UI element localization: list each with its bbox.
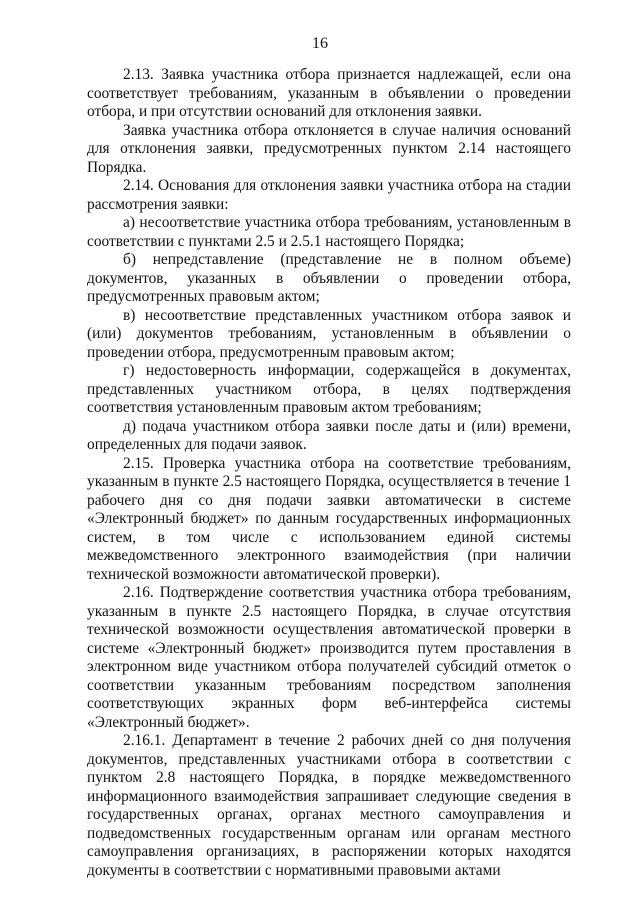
paragraph-2-14-a: а) несоответствие участника отбора требованиям, установленным в соответствии с пунктами 2.5 и 2.5.1 настоящего Порядка; bbox=[87, 214, 571, 250]
paragraph-2-15: 2.15. Проверка участника отбора на соответствие требованиям, указанным в пункте 2.5 настоящего Порядка, осуществляется в течение 1 рабочего дня со дня подачи заявки автоматически в системе «Электронный бюджет» по данным государственных информационных систем, в том числе с использованием единой системы межведомственного электронного взаимодействия (при наличии технической возможности автоматической проверки). bbox=[87, 454, 571, 583]
paragraph-2-14-b: б) непредставление (представление не в полном объеме) документов, указанных в объявлении о проведении отбора, предусмотренных правовым актом; bbox=[87, 251, 571, 305]
paragraph-2-14-v: в) несоответствие представленных участником отбора заявок и (или) документов требованиям, установленным в объявлении о проведении отбора, предусмотренным правовым актом; bbox=[87, 306, 571, 361]
paragraph-2-14-d: д) подача участником отбора заявки после даты и (или) времени, определенных для подачи заявок. bbox=[87, 417, 571, 453]
page-number: 16 bbox=[312, 35, 328, 52]
paragraph-rejection-note: Заявка участника отбора отклоняется в случае наличия оснований для отклонения заявки, предусмотренных пунктом 2.14 настоящего Порядка. bbox=[87, 121, 571, 176]
paragraph-2-14: 2.14. Основания для отклонения заявки участника отбора на стадии рассмотрения заявки: bbox=[87, 177, 571, 213]
document-body bbox=[87, 66, 571, 880]
paragraph-2-16: 2.16. Подтверждение соответствия участника отбора требованиям, указанным в пункте 2.5 настоящего Порядка, в случае отсутствия технической возможности осуществления автоматической проверки в системе «Электронный бюджет» производится путем проставления в электронном виде участником отбора получателей субсидий отметок о соответствии указанным требованиям посредством заполнения соответствующих экранных форм веб-интерфейса системы «Электронный бюджет». bbox=[87, 584, 571, 731]
paragraph-2-16-1: 2.16.1. Департамент в течение 2 рабочих дней со дня получения документов, представленных участниками отбора в соответствии с пунктом 2.8 настоящего Порядка, в порядке межведомственного информационного взаимодействия запрашивает следующие сведения в государственных органах, органах местного самоуправления и подведомственных государственным органам или органам местного самоуправления организациях, в распоряжении которых находятся документы в соответствии с нормативными правовыми актами bbox=[87, 732, 571, 879]
paragraph-2-13: 2.13. Заявка участника отбора признается надлежащей, если она соответствует требованиям, указанным в объявлении о проведении отбора, и при отсутствии оснований для отклонения заявки. bbox=[87, 66, 571, 120]
paragraph-2-14-g: г) недостоверность информации, содержащейся в документах, представленных участником отбора, в целях подтверждения соответствия установленным правовым актом требованиям; bbox=[87, 362, 571, 416]
